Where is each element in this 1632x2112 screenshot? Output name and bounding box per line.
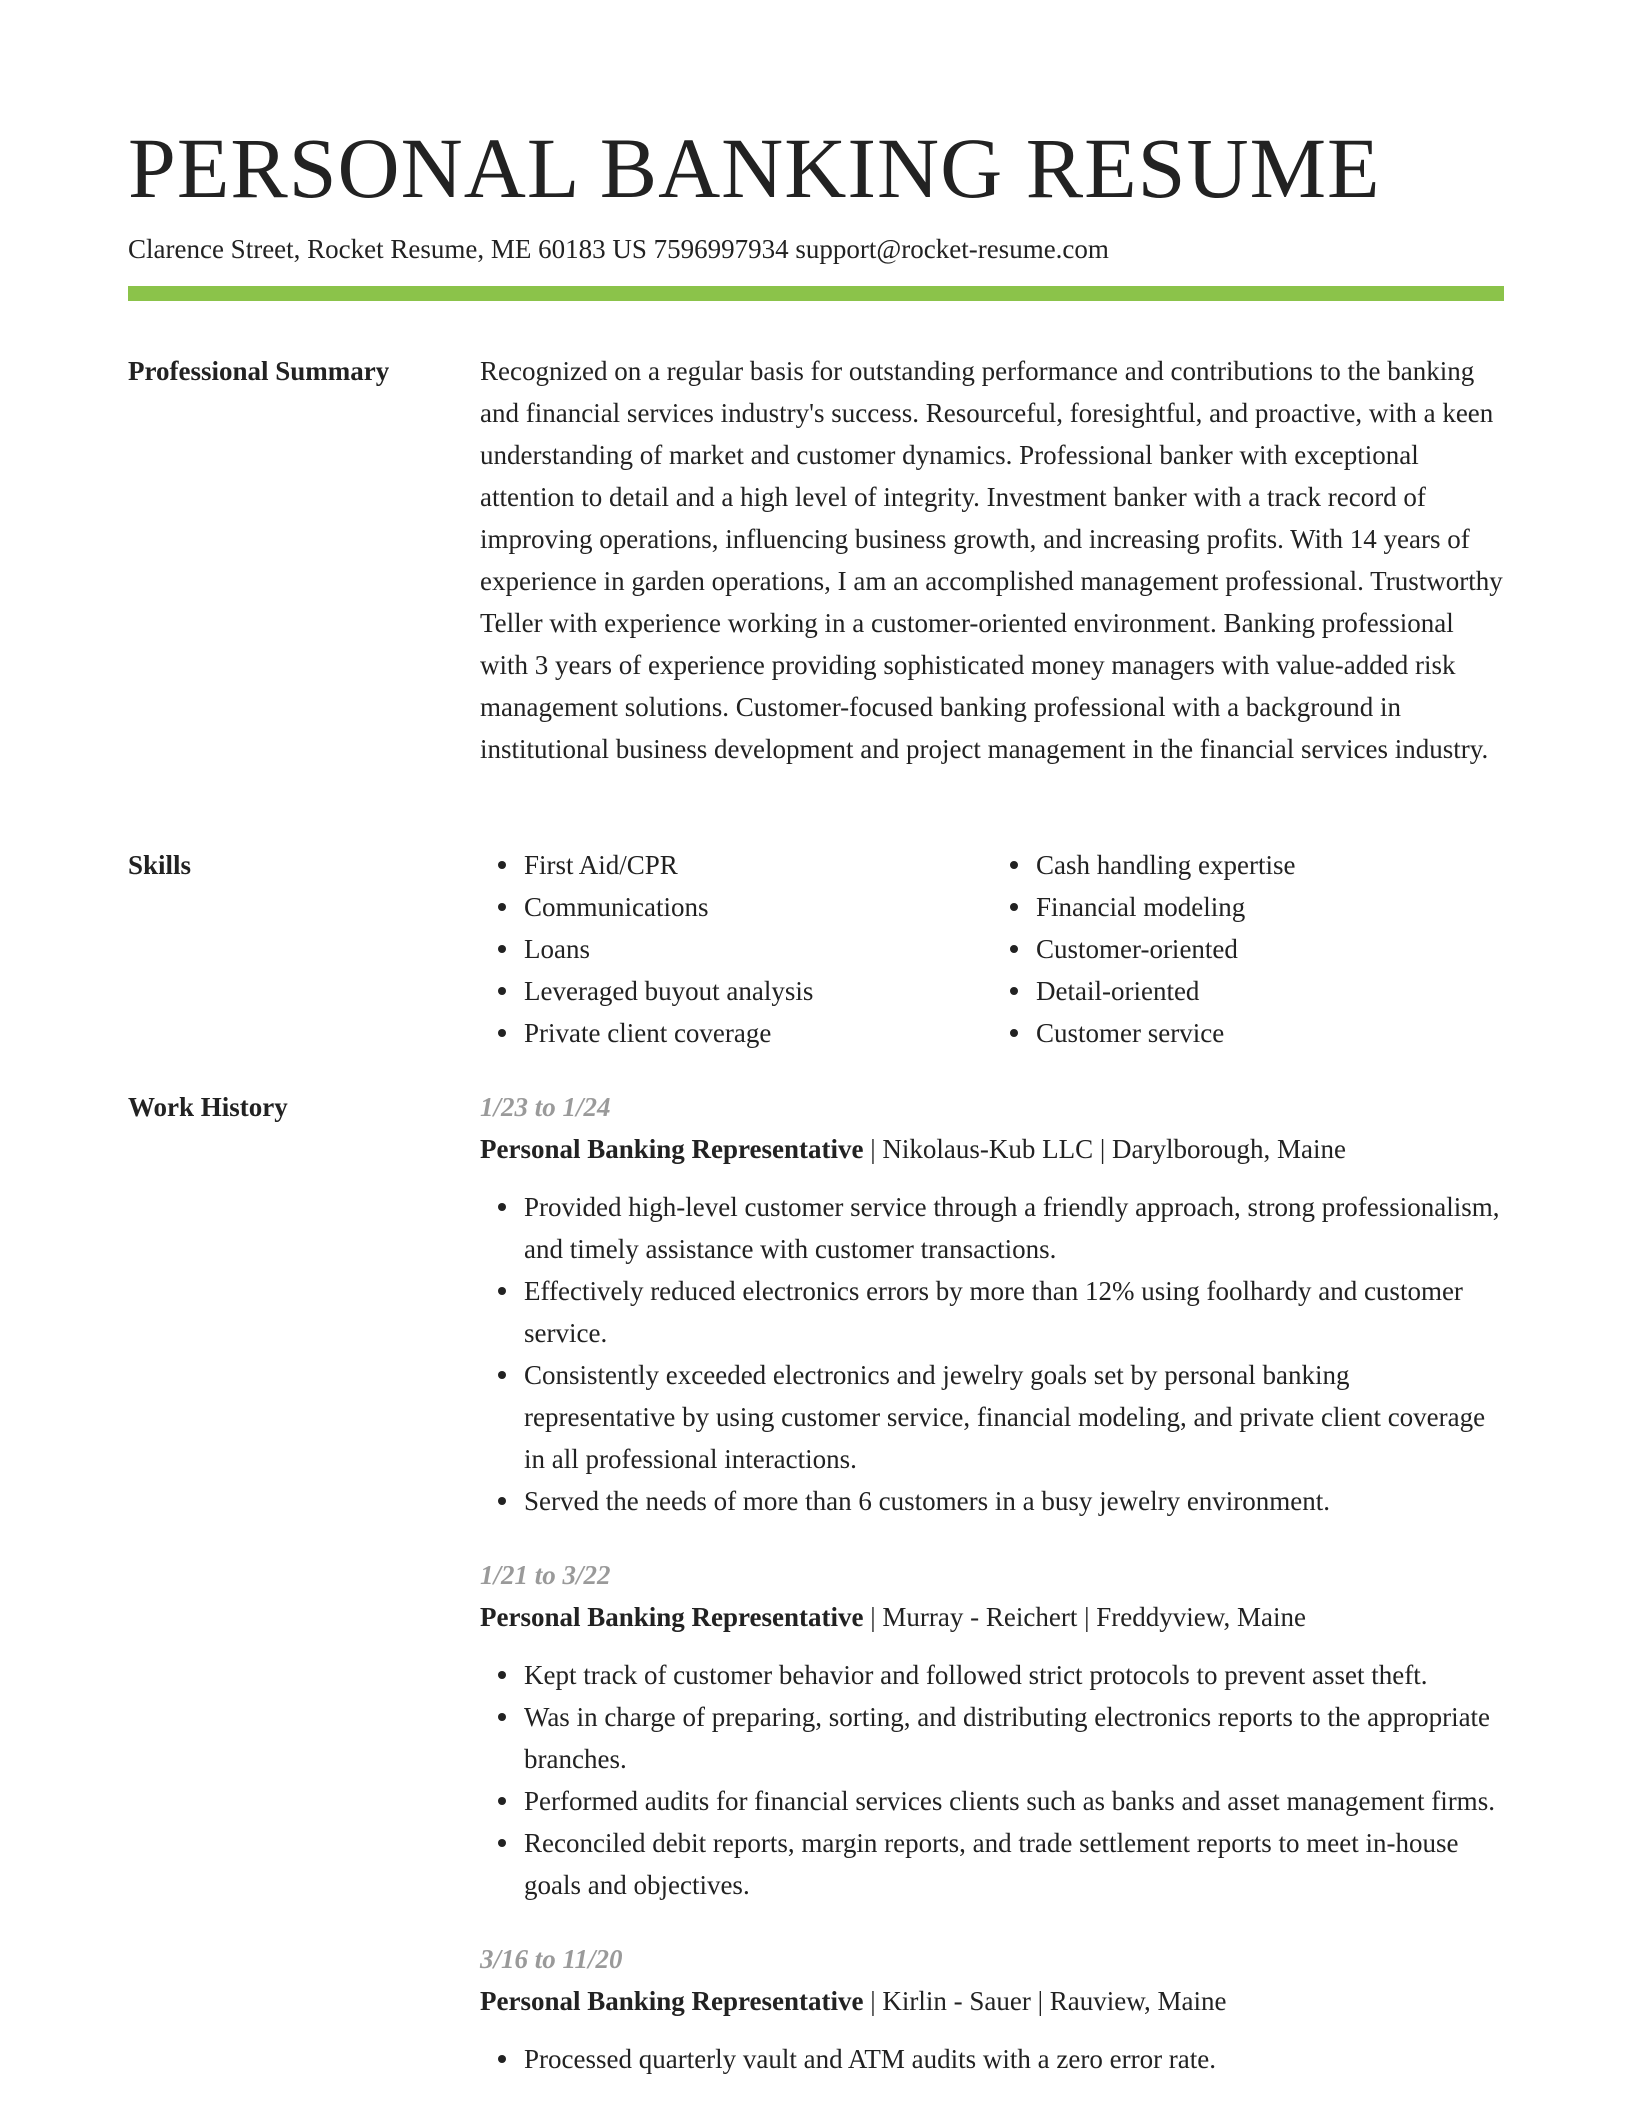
skill-item: First Aid/CPR: [524, 844, 992, 886]
summary-text: Recognized on a regular basis for outstanding performance and contributions to the banking and financial services industry's success. Resourceful, foresightful, and proactive, with a keen understanding of market and customer dynamics. Professional banker with exceptional attention to detail and a high level of integrity. Investment banker with a track record of improving operations, influencing business growth, and increasing profits. With 14 years of experience in garden operations, I am an accomplished management professional. Trustworthy Teller with experience working in a customer-oriented environment. Banking professional with 3 years of experience providing sophisticated money managers with value-added risk management solutions. Customer-focused banking professional with a background in institutional business development and project management in the financial services industry.: [480, 356, 1503, 764]
job-bullet: Processed quarterly vault and ATM audits with a zero error rate.: [524, 2038, 1504, 2080]
job-dates: 1/23 to 1/24: [480, 1092, 611, 1122]
summary-label: Professional Summary: [128, 356, 390, 386]
job-dates: 1/21 to 3/22: [480, 1560, 611, 1590]
job-dates: 3/16 to 11/20: [480, 1944, 623, 1974]
job-bullet: Served the needs of more than 6 customers in a busy jewelry environment.: [524, 1480, 1504, 1522]
skill-item: Customer service: [1036, 1012, 1504, 1054]
job-title: Personal Banking Representative: [480, 1986, 864, 2016]
skills-column-right: [992, 844, 1504, 1054]
job-entry: [480, 1554, 1504, 1906]
job-heading: [480, 1980, 1504, 2022]
skills-label: Skills: [128, 850, 192, 880]
job-heading: [480, 1596, 1504, 1638]
skill-item: Communications: [524, 886, 992, 928]
job-bullets: [480, 1654, 1504, 1906]
header-divider: [128, 286, 1504, 301]
job-heading: [480, 1128, 1504, 1170]
skills-column-left: [480, 844, 992, 1054]
summary-section: [480, 350, 1504, 770]
job-bullet: Was in charge of preparing, sorting, and distributing electronics reports to the appropriate branches.: [524, 1696, 1504, 1780]
job-bullet: Effectively reduced electronics errors by more than 12% using foolhardy and customer service.: [524, 1270, 1504, 1354]
resume-title: PERSONAL BANKING RESUME: [128, 120, 1381, 216]
job-bullet: Reconciled debit reports, margin reports, and trade settlement reports to meet in-house goals and objectives.: [524, 1822, 1504, 1906]
job-bullet: Provided high-level customer service through a friendly approach, strong professionalism, and timely assistance with customer transactions.: [524, 1186, 1504, 1270]
job-bullet: Consistently exceeded electronics and jewelry goals set by personal banking representative by using customer service, financial modeling, and private client coverage in all professional interactions.: [524, 1354, 1504, 1480]
work-history-label: Work History: [128, 1092, 288, 1122]
skill-item: Leveraged buyout analysis: [524, 970, 992, 1012]
skill-item: Detail-oriented: [1036, 970, 1504, 1012]
contact-line: Clarence Street, Rocket Resume, ME 60183 US 7596997934 support@rocket-resume.com: [128, 234, 1109, 264]
job-details: | Kirlin - Sauer | Rauview, Maine: [863, 1986, 1227, 2016]
job-entry: [480, 1086, 1504, 1522]
skills-section: [480, 844, 1504, 1054]
work-history-section: [480, 1086, 1504, 2112]
job-entry: [480, 1938, 1504, 2080]
skill-item: Customer-oriented: [1036, 928, 1504, 970]
job-title: Personal Banking Representative: [480, 1134, 864, 1164]
job-details: | Nikolaus-Kub LLC | Darylborough, Maine: [863, 1134, 1346, 1164]
job-bullet: Performed audits for financial services clients such as banks and asset management firms.: [524, 1780, 1504, 1822]
job-bullets: [480, 2038, 1504, 2080]
skills-grid: [480, 844, 1504, 1054]
job-title: Personal Banking Representative: [480, 1602, 864, 1632]
skill-item: Cash handling expertise: [1036, 844, 1504, 886]
skill-item: Private client coverage: [524, 1012, 992, 1054]
job-bullet: Kept track of customer behavior and followed strict protocols to prevent asset theft.: [524, 1654, 1504, 1696]
job-details: | Murray - Reichert | Freddyview, Maine: [863, 1602, 1306, 1632]
skill-item: Loans: [524, 928, 992, 970]
skill-item: Financial modeling: [1036, 886, 1504, 928]
job-bullets: [480, 1186, 1504, 1522]
